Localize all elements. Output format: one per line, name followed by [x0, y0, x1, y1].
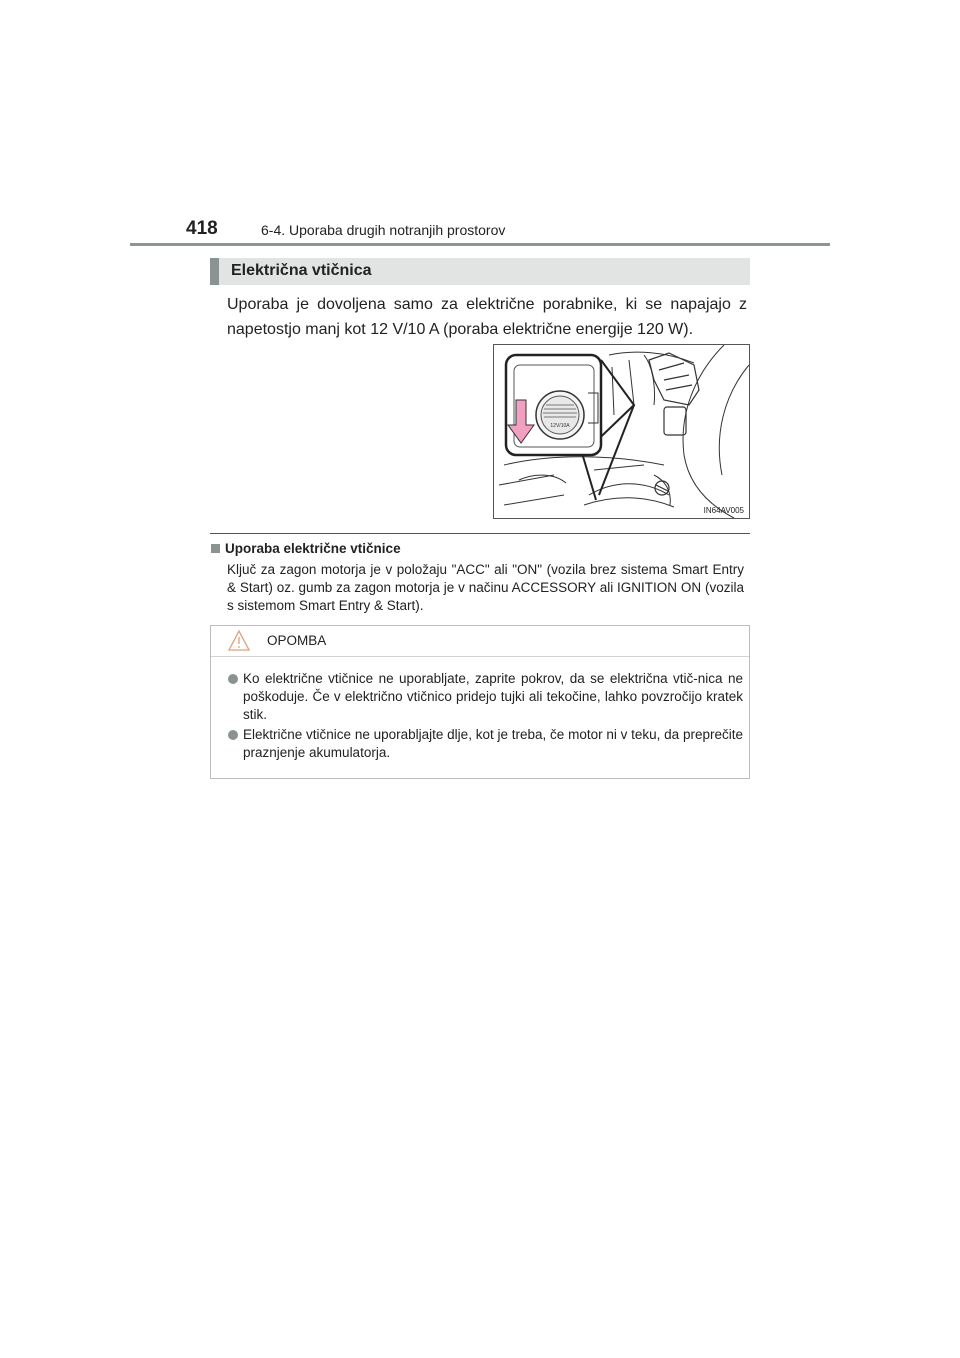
notice-title: OPOMBA: [267, 633, 327, 648]
page-number: 418: [186, 218, 218, 239]
console-drawing: [494, 345, 749, 518]
subsection-heading-text: Uporaba električne vtičnice: [225, 541, 401, 556]
notice-item-text: Ko električne vtičnice ne uporabljate, zaprite pokrov, da se električna vtič-nica ne poškoduje. Če v električno vtičnico pridejo tujki ali tekočine, lahko povzročijo kratek stik.: [243, 671, 743, 722]
notice-box: [210, 625, 750, 779]
subsection-paragraph: Ključ za zagon motorja je v položaju "ACC" ali "ON" (vozila brez sistema Smart Entry & Start) oz. gumb za zagon motorja je v načinu ACCESSORY ali IGNITION ON (vozila s sistemom Smart Entry & Start).: [227, 562, 744, 613]
square-bullet-icon: [211, 544, 220, 553]
notice-item-text: Električne vtičnice ne uporabljajte dlje, kot je treba, če motor ni v teku, da preprečite praznjenje akumulatorja.: [243, 727, 743, 760]
notice-item: [243, 670, 743, 724]
bullet-dot-icon: [228, 674, 238, 684]
subsection-heading: [211, 541, 401, 556]
header-rule: [130, 243, 830, 246]
section-title-bar: [210, 258, 750, 285]
power-outlet-illustration: [493, 344, 750, 519]
section-title: Električna vtičnica: [231, 262, 372, 279]
intro-paragraph: Uporaba je dovoljena samo za električne porabnike, ki se napajajo z napetostjo manj kot 12 V/10 A (poraba električne energije 120 W).: [227, 296, 747, 338]
bullet-dot-icon: [228, 730, 238, 740]
notice-item: [243, 726, 743, 762]
warning-triangle-icon: [227, 629, 251, 653]
section-path: 6-4. Uporaba drugih notranjih prostorov: [261, 222, 506, 238]
section-divider: [210, 533, 750, 534]
notice-header: [211, 626, 749, 657]
figure-code: IN64AV005: [703, 506, 744, 515]
cap-label: 12V/10A: [550, 423, 570, 429]
